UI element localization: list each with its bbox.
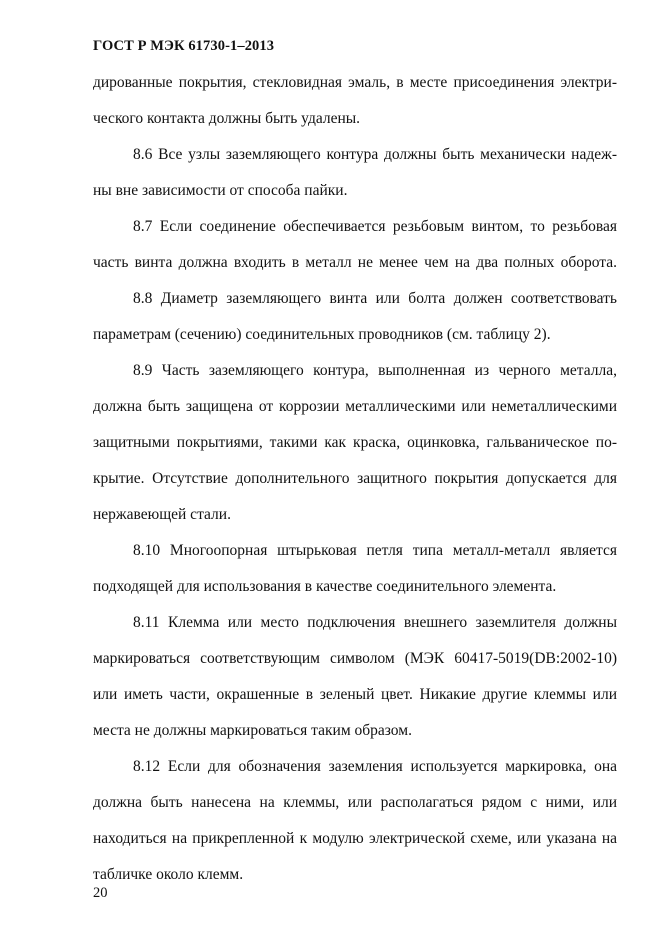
document-body — [93, 65, 617, 893]
text-line: должна быть нанесена на клеммы, или располагаться рядом с ними, или — [93, 794, 617, 811]
text-line: должна быть защищена от коррозии металлическими или неметаллическими — [93, 398, 617, 415]
document-header: ГОСТ Р МЭК 61730-1–2013 — [93, 38, 275, 54]
paragraph-8-12: 8.12 Если для обозначения заземления используется маркировка, она — [133, 758, 617, 775]
paragraph-8-9: 8.9 Часть заземляющего контура, выполненная из черного металла, — [133, 362, 617, 379]
text-line: нержавеющей стали. — [93, 506, 231, 523]
text-line: подходящей для использования в качестве соединительного элемента. — [93, 578, 557, 595]
text-line: находиться на прикрепленной к модулю электрической схеме, или указана на — [93, 830, 617, 847]
text-line: дированные покрытия, стекловидная эмаль, в месте присоединения электри- — [93, 74, 617, 91]
text-line: ческого контакта должны быть удалены. — [93, 110, 361, 127]
text-line: табличке около клемм. — [93, 866, 244, 883]
text-line: часть винта должна входить в металл не менее чем на два полных оборота. — [93, 254, 617, 271]
text-line: крытие. Отсутствие дополнительного защитного покрытия допускается для — [93, 470, 617, 487]
paragraph-8-10: 8.10 Многоопорная штырьковая петля типа металл-металл является — [133, 542, 617, 559]
page-number: 20 — [93, 885, 108, 901]
paragraph-8-11: 8.11 Клемма или место подключения внешнего заземлителя должны — [133, 614, 617, 631]
text-line: или иметь части, окрашенные в зеленый цвет. Никакие другие клеммы или — [93, 686, 617, 703]
text-line: маркироваться соответствующим символом (МЭК 60417-5019(DB:2002-10) — [93, 650, 617, 667]
text-line: места не должны маркироваться таким образом. — [93, 722, 412, 739]
text-line: ны вне зависимости от способа пайки. — [93, 182, 348, 199]
paragraph-8-8: 8.8 Диаметр заземляющего винта или болта должен соответствовать — [133, 290, 617, 307]
text-line: параметрам (сечению) соединительных проводников (см. таблицу 2). — [93, 326, 551, 343]
text-line: защитными покрытиями, такими как краска, оцинковка, гальваническое по- — [93, 434, 617, 451]
paragraph-8-7: 8.7 Если соединение обеспечивается резьбовым винтом, то резьбовая — [133, 218, 617, 235]
paragraph-8-6: 8.6 Все узлы заземляющего контура должны быть механически надеж- — [133, 146, 617, 163]
